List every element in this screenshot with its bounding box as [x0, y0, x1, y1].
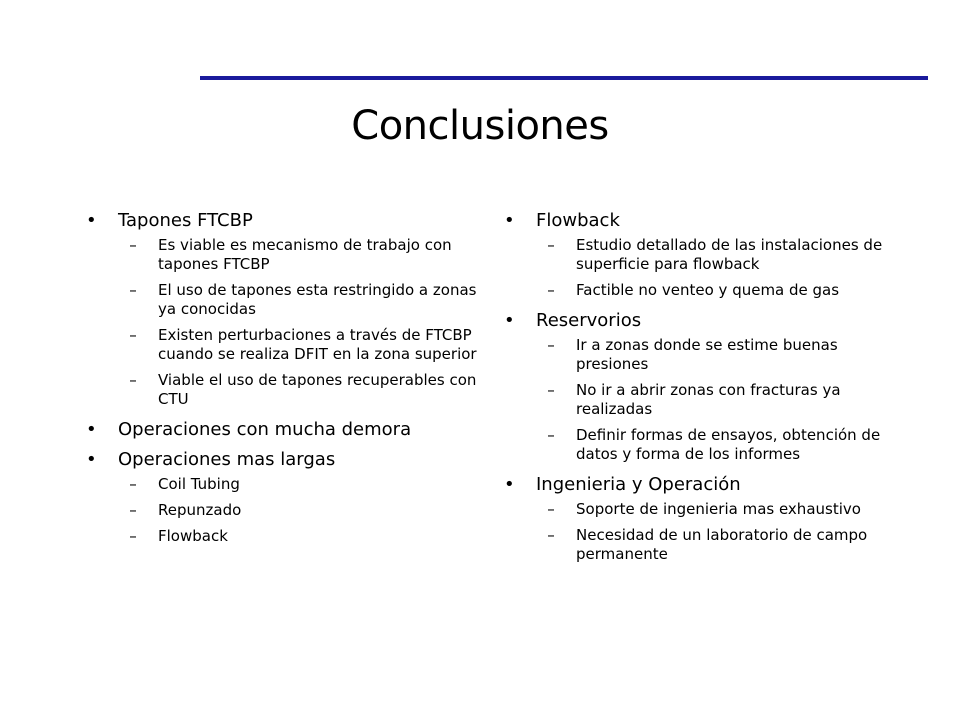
- sub-item: [536, 336, 890, 374]
- sub-item-text: Ir a zonas donde se estime buenas presiones: [576, 336, 838, 373]
- dash-marker: –: [547, 381, 555, 399]
- bullet-marker: •: [504, 310, 515, 331]
- bullet-marker: •: [86, 449, 97, 470]
- left-column: [82, 208, 482, 554]
- bullet-item-ingenieria-y-operacion: [500, 472, 890, 564]
- sub-item-text: Estudio detallado de las instalaciones de superficie para flowback: [576, 236, 883, 273]
- sub-list: [536, 236, 890, 300]
- slide-title: Conclusiones: [351, 103, 609, 149]
- sub-item-text: Existen perturbaciones a través de FTCBP cuando se realiza DFIT en la zona superior: [158, 326, 477, 363]
- bullet-item-operaciones-con-mucha-demora: [82, 417, 482, 443]
- dash-marker: –: [547, 336, 555, 354]
- bullet-item-operaciones-mas-largas: [82, 447, 482, 546]
- sub-item-text: Flowback: [158, 527, 228, 545]
- dash-marker: –: [129, 371, 137, 389]
- sub-item: [536, 526, 890, 564]
- sub-item-text: El uso de tapones esta restringido a zonas ya conocidas: [158, 281, 477, 318]
- sub-item: [536, 381, 890, 419]
- bullet-item-tapones-ftcbp: [82, 208, 482, 409]
- sub-item: [536, 500, 890, 519]
- sub-item-text: Necesidad de un laboratorio de campo permanente: [576, 526, 868, 563]
- sub-list: [118, 236, 482, 409]
- bullet-text: Reservorios: [536, 310, 642, 331]
- sub-item: [118, 326, 482, 364]
- dash-marker: –: [547, 281, 555, 299]
- bullet-marker: •: [86, 419, 97, 440]
- bullet-text: Flowback: [536, 210, 620, 231]
- sub-item: [536, 426, 890, 464]
- sub-item-text: Soporte de ingenieria mas exhaustivo: [576, 500, 861, 518]
- sub-item-text: Es viable es mecanismo de trabajo con tapones FTCBP: [158, 236, 452, 273]
- bullet-marker: •: [86, 210, 97, 231]
- sub-item: [118, 371, 482, 409]
- bullet-text: Ingenieria y Operación: [536, 474, 741, 495]
- bullet-text: Tapones FTCBP: [118, 210, 253, 231]
- sub-list: [118, 475, 482, 546]
- bullet-item-flowback: [500, 208, 890, 300]
- dash-marker: –: [547, 500, 555, 518]
- sub-item: [118, 236, 482, 274]
- dash-marker: –: [547, 426, 555, 444]
- dash-marker: –: [547, 526, 555, 544]
- sub-item: [118, 527, 482, 546]
- dash-marker: –: [129, 326, 137, 344]
- title-underline-rule: [200, 76, 928, 80]
- sub-item: [118, 475, 482, 494]
- bullet-text: Operaciones con mucha demora: [118, 419, 412, 440]
- sub-item-text: Definir formas de ensayos, obtención de datos y forma de los informes: [576, 426, 881, 463]
- sub-item-text: Repunzado: [158, 501, 242, 519]
- bullet-marker: •: [504, 474, 515, 495]
- right-column: [500, 208, 890, 572]
- dash-marker: –: [129, 527, 137, 545]
- dash-marker: –: [129, 501, 137, 519]
- sub-list: [536, 500, 890, 564]
- sub-item: [118, 281, 482, 319]
- bullet-text: Operaciones mas largas: [118, 449, 336, 470]
- bullet-marker: •: [504, 210, 515, 231]
- sub-item-text: Factible no venteo y quema de gas: [576, 281, 840, 299]
- dash-marker: –: [129, 236, 137, 254]
- dash-marker: –: [129, 475, 137, 493]
- sub-item-text: Coil Tubing: [158, 475, 240, 493]
- sub-item: [536, 281, 890, 300]
- sub-list: [536, 336, 890, 464]
- sub-item: [536, 236, 890, 274]
- sub-item-text: No ir a abrir zonas con fracturas ya realizadas: [576, 381, 841, 418]
- dash-marker: –: [129, 281, 137, 299]
- sub-item: [118, 501, 482, 520]
- dash-marker: –: [547, 236, 555, 254]
- bullet-item-reservorios: [500, 308, 890, 464]
- sub-item-text: Viable el uso de tapones recuperables con CTU: [158, 371, 477, 408]
